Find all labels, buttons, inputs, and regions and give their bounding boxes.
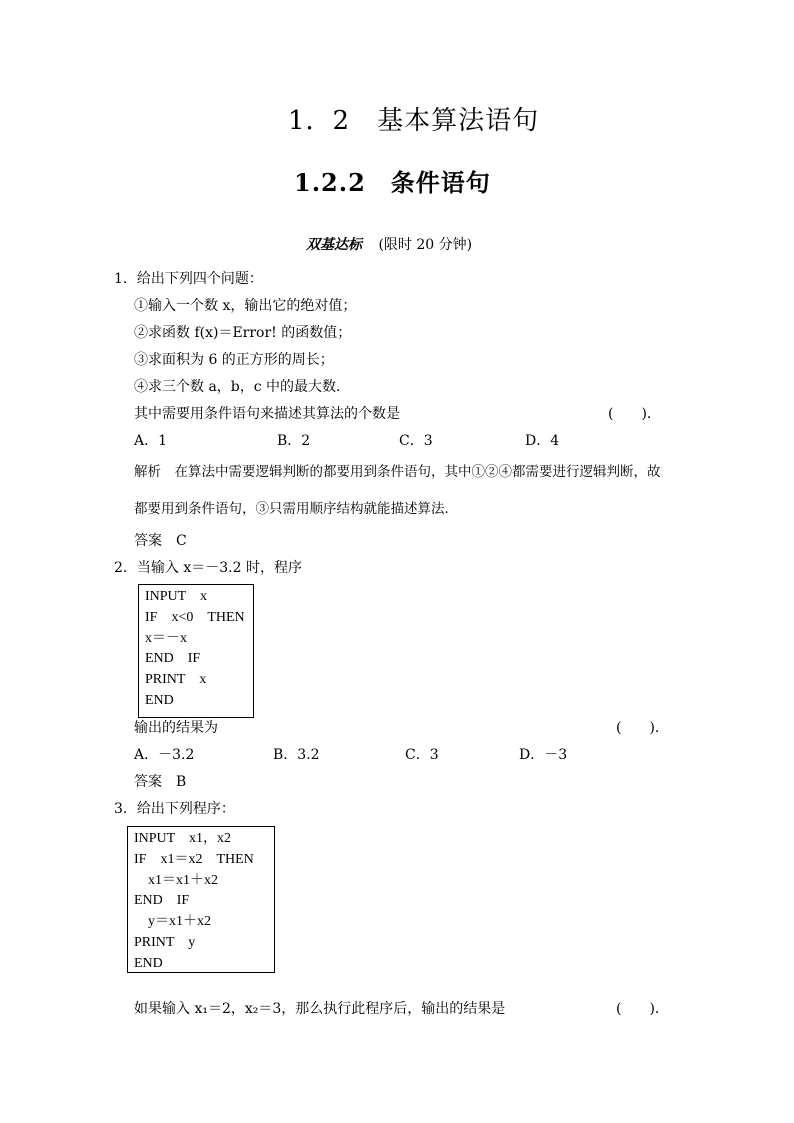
option-b: B．3.2 <box>273 747 320 763</box>
code-box <box>127 826 275 973</box>
option-a: A．1 <box>134 433 168 449</box>
question-1-item: ①输入一个数 x，输出它的绝对值； <box>134 298 357 314</box>
section-heading <box>306 236 472 254</box>
section-label: 双基达标 <box>306 237 362 253</box>
answer-paren: ( )． <box>608 406 661 422</box>
code-line: END IF <box>145 651 201 667</box>
code-line: PRINT x <box>145 672 207 688</box>
answer-paren: ( )． <box>616 720 669 736</box>
section-title: 1.2.2 条件语句 <box>294 168 491 197</box>
code-line: IF x<0 THEN <box>145 609 245 625</box>
time-limit: (限时 20 分钟) <box>378 237 473 253</box>
answer-paren: ( )． <box>616 1001 669 1017</box>
code-line: END IF <box>134 893 190 909</box>
question-1-item: ②求函数 f(x)＝Error! 的函数值； <box>134 325 352 341</box>
option-a: A．－3.2 <box>134 747 195 763</box>
question-1-question: 其中需要用条件语句来描述其算法的个数是 <box>134 406 400 422</box>
question-1-item: ④求三个数 a，b，c 中的最大数． <box>134 379 351 395</box>
code-line: x＝－x <box>145 630 187 646</box>
code-box <box>138 584 254 718</box>
option-d: D．4 <box>525 433 560 449</box>
option-d: D．－3 <box>519 747 568 763</box>
code-line: INPUT x1，x2 <box>134 831 231 846</box>
code-line: IF x1＝x2 THEN <box>134 851 254 867</box>
question-3-question: 如果输入 x₁＝2，x₂＝3，那么执行此程序后，输出的结果是 <box>134 1001 506 1017</box>
page-title: 1．2 基本算法语句 <box>288 106 540 136</box>
question-3-stem: 3．给出下列程序： <box>114 801 235 817</box>
option-b: B．2 <box>277 433 311 449</box>
answer-text: 答案 B <box>134 774 187 790</box>
analysis-text: 解析 在算法中需要逻辑判断的都要用到条件语句，其中①②④都需要进行逻辑判断，故 <box>134 464 661 480</box>
code-line: y＝x1＋x2 <box>134 914 211 930</box>
option-c: C．3 <box>405 747 439 763</box>
question-2-stem: 2．当输入 x＝－3.2 时，程序 <box>114 560 302 576</box>
question-1-stem: 1．给出下列四个问题： <box>114 271 263 287</box>
code-line: END <box>145 692 174 708</box>
code-line: x1＝x1＋x2 <box>134 872 218 888</box>
analysis-text: 都要用到条件语句，③只需用顺序结构就能描述算法． <box>134 501 458 517</box>
answer-text: 答案 C <box>134 533 187 549</box>
code-line: INPUT x <box>145 589 207 604</box>
code-line: END <box>134 955 163 971</box>
question-2-question: 输出的结果为 <box>134 720 218 736</box>
code-line: PRINT y <box>134 934 196 950</box>
question-1-item: ③求面积为 6 的正方形的周长； <box>134 352 334 368</box>
option-c: C．3 <box>399 433 433 449</box>
